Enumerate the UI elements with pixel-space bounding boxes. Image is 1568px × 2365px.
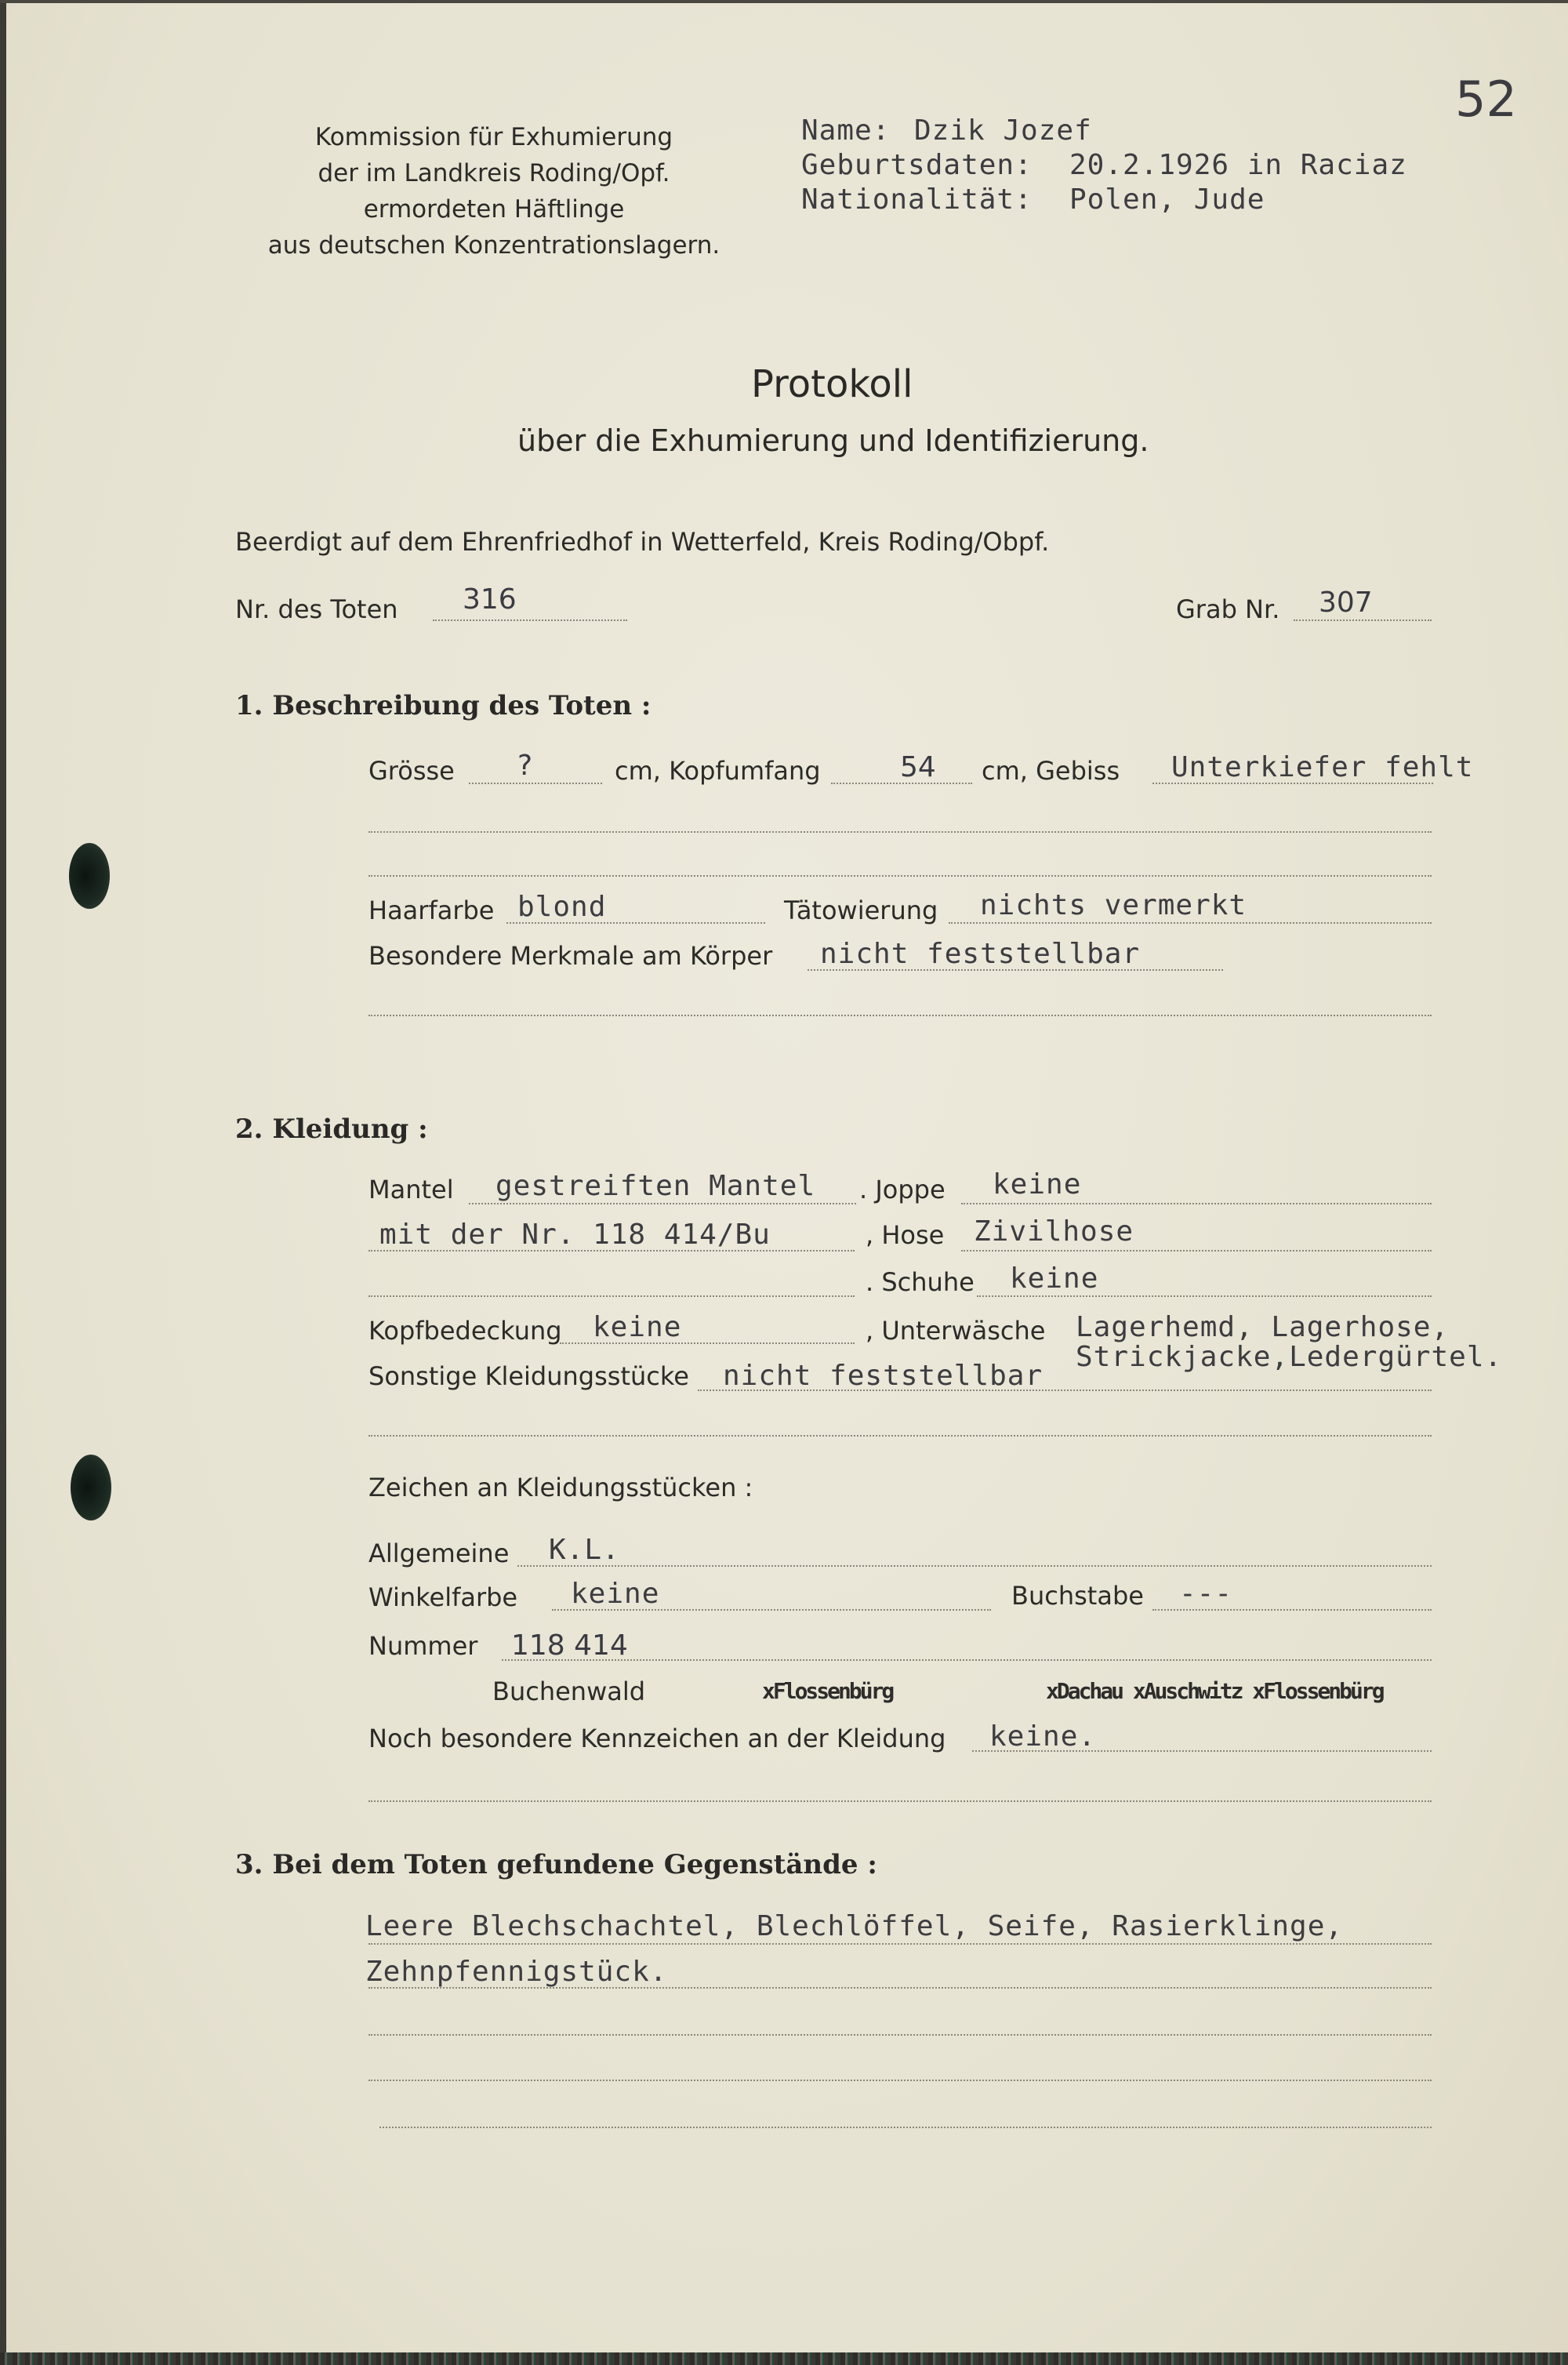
- items-line-1: [368, 1943, 1432, 1945]
- commission-line-2: der im Landkreis Roding/Opf.: [318, 159, 670, 187]
- underwear-value-2: Strickjacke,Ledergürtel.: [1076, 1341, 1503, 1373]
- commission-line-3: ermordeten Häftlinge: [363, 195, 625, 223]
- blank-line-4: [368, 1295, 855, 1297]
- document-title: Protokoll: [751, 362, 913, 406]
- other-clothing-label: Sonstige Kleidungsstücke: [368, 1361, 689, 1391]
- body-marks-label: Besondere Merkmale am Körper: [368, 941, 773, 971]
- grave-number-label: Grab Nr.: [1176, 594, 1280, 624]
- number-line: [502, 1659, 1432, 1661]
- items-line-3: [368, 2034, 1432, 2036]
- scan-edge-left: [0, 0, 6, 2365]
- triangle-color-label: Winkelfarbe: [368, 1582, 518, 1612]
- dead-number-line: [433, 619, 627, 621]
- scan-edge-bottom: [0, 2352, 1568, 2365]
- general-line: [517, 1565, 1432, 1567]
- grave-number-value: 307: [1319, 587, 1373, 619]
- tattoo-value: nichts vermerkt: [980, 889, 1247, 921]
- punch-hole-top: [69, 843, 110, 909]
- trousers-line: [961, 1250, 1432, 1252]
- blank-line-2: [368, 875, 1432, 877]
- head-circumference-value: 54: [900, 751, 936, 783]
- punch-hole-bottom: [71, 1455, 111, 1520]
- coat-line: [469, 1203, 856, 1204]
- commission-line-4: aus deutschen Konzentrationslagern.: [267, 231, 720, 260]
- items-line-4: [368, 2080, 1432, 2081]
- jacket-value: keine: [993, 1168, 1082, 1201]
- shoes-label: . Schuhe: [866, 1267, 975, 1297]
- underwear-label: , Unterwäsche: [866, 1316, 1046, 1346]
- underwear-value-1: Lagerhemd, Lagerhose,: [1076, 1311, 1450, 1343]
- name-value: Dzik Jozef: [914, 114, 1092, 147]
- hair-color-label: Haarfarbe: [368, 896, 495, 925]
- nationality-label: Nationalität:: [801, 183, 1033, 216]
- number-value: 118 414: [511, 1629, 628, 1662]
- special-marks-label: Noch besondere Kennzeichen an der Kleidung: [368, 1724, 946, 1753]
- page-number: 52: [1455, 71, 1517, 128]
- section2-heading: 2. Kleidung :: [235, 1113, 428, 1145]
- birth-label: Geburtsdaten:: [801, 149, 1033, 181]
- name-label: Name:: [801, 114, 891, 147]
- blank-line-6: [368, 1800, 1432, 1802]
- general-label: Allgemeine: [368, 1539, 510, 1568]
- teeth-label: cm, Gebiss: [982, 756, 1120, 786]
- blank-line-5: [368, 1435, 1432, 1437]
- hair-color-value: blond: [517, 891, 607, 923]
- triangle-color-value: keine: [571, 1578, 660, 1610]
- special-marks-value: keine.: [989, 1720, 1097, 1753]
- coat-value: gestreiften Mantel: [495, 1170, 816, 1202]
- burial-place: Beerdigt auf dem Ehrenfriedhof in Wetterfeld, Kreis Roding/Obpf.: [235, 527, 1050, 557]
- grave-number-line: [1294, 619, 1432, 621]
- commission-block: [259, 119, 729, 263]
- trousers-value: Zivilhose: [974, 1215, 1134, 1248]
- height-value: ?: [517, 750, 533, 782]
- blank-line-3: [368, 1015, 1432, 1016]
- height-label: Grösse: [368, 756, 455, 786]
- camp-struck-out-1: xFlossenbürg: [762, 1678, 893, 1704]
- camp-buchenwald: Buchenwald: [492, 1677, 646, 1706]
- scan-edge-top: [0, 0, 1568, 3]
- other-clothing-value: nicht feststellbar: [723, 1360, 1044, 1392]
- section1-heading: 1. Beschreibung des Toten :: [235, 690, 652, 721]
- jacket-line: [961, 1203, 1432, 1204]
- document-subtitle: über die Exhumierung und Identifizierung.: [517, 423, 1149, 458]
- coat-value-continued: mit der Nr. 118 414/Bu: [379, 1219, 771, 1251]
- tattoo-label: Tätowierung: [784, 896, 938, 925]
- shoes-value: keine: [1010, 1262, 1099, 1295]
- shoes-line: [977, 1295, 1432, 1297]
- headwear-value: keine: [593, 1311, 682, 1343]
- letter-value: ---: [1179, 1578, 1233, 1610]
- clothing-marks-heading: Zeichen an Kleidungsstücken :: [368, 1473, 753, 1502]
- found-items-line-2: Zehnpfennigstück.: [365, 1956, 668, 1988]
- blank-line-1: [368, 831, 1432, 833]
- tattoo-line: [949, 922, 1432, 924]
- general-value: K.L.: [549, 1534, 620, 1566]
- birth-value: 20.2.1926 in Raciaz: [1069, 149, 1407, 181]
- commission-line-1: Kommission für Exhumierung: [314, 123, 673, 151]
- headwear-label: Kopfbedeckung: [368, 1316, 562, 1346]
- dead-number-label: Nr. des Toten: [235, 594, 398, 624]
- height-line: [469, 783, 602, 784]
- found-items-line-1: Leere Blechschachtel, Blechlöffel, Seife, Rasierklinge,: [365, 1910, 1344, 1942]
- items-line-5: [379, 2127, 1432, 2128]
- section3-heading: 3. Bei dem Toten gefundene Gegenstände :: [235, 1849, 877, 1880]
- trousers-label: , Hose: [866, 1220, 945, 1250]
- letter-label: Buchstabe: [1011, 1581, 1144, 1611]
- number-label: Nummer: [368, 1631, 478, 1661]
- head-circumference-label: cm, Kopfumfang: [615, 756, 821, 786]
- teeth-value: Unterkiefer fehlt: [1171, 751, 1474, 783]
- coat-label: Mantel: [368, 1175, 454, 1204]
- body-marks-value: nicht feststellbar: [820, 938, 1141, 970]
- dead-number-value: 316: [463, 583, 517, 616]
- jacket-label: . Joppe: [859, 1175, 946, 1204]
- nationality-value: Polen, Jude: [1069, 183, 1265, 216]
- camp-struck-out-2: xDachau xAuschwitz xFlossenbürg: [1046, 1678, 1383, 1704]
